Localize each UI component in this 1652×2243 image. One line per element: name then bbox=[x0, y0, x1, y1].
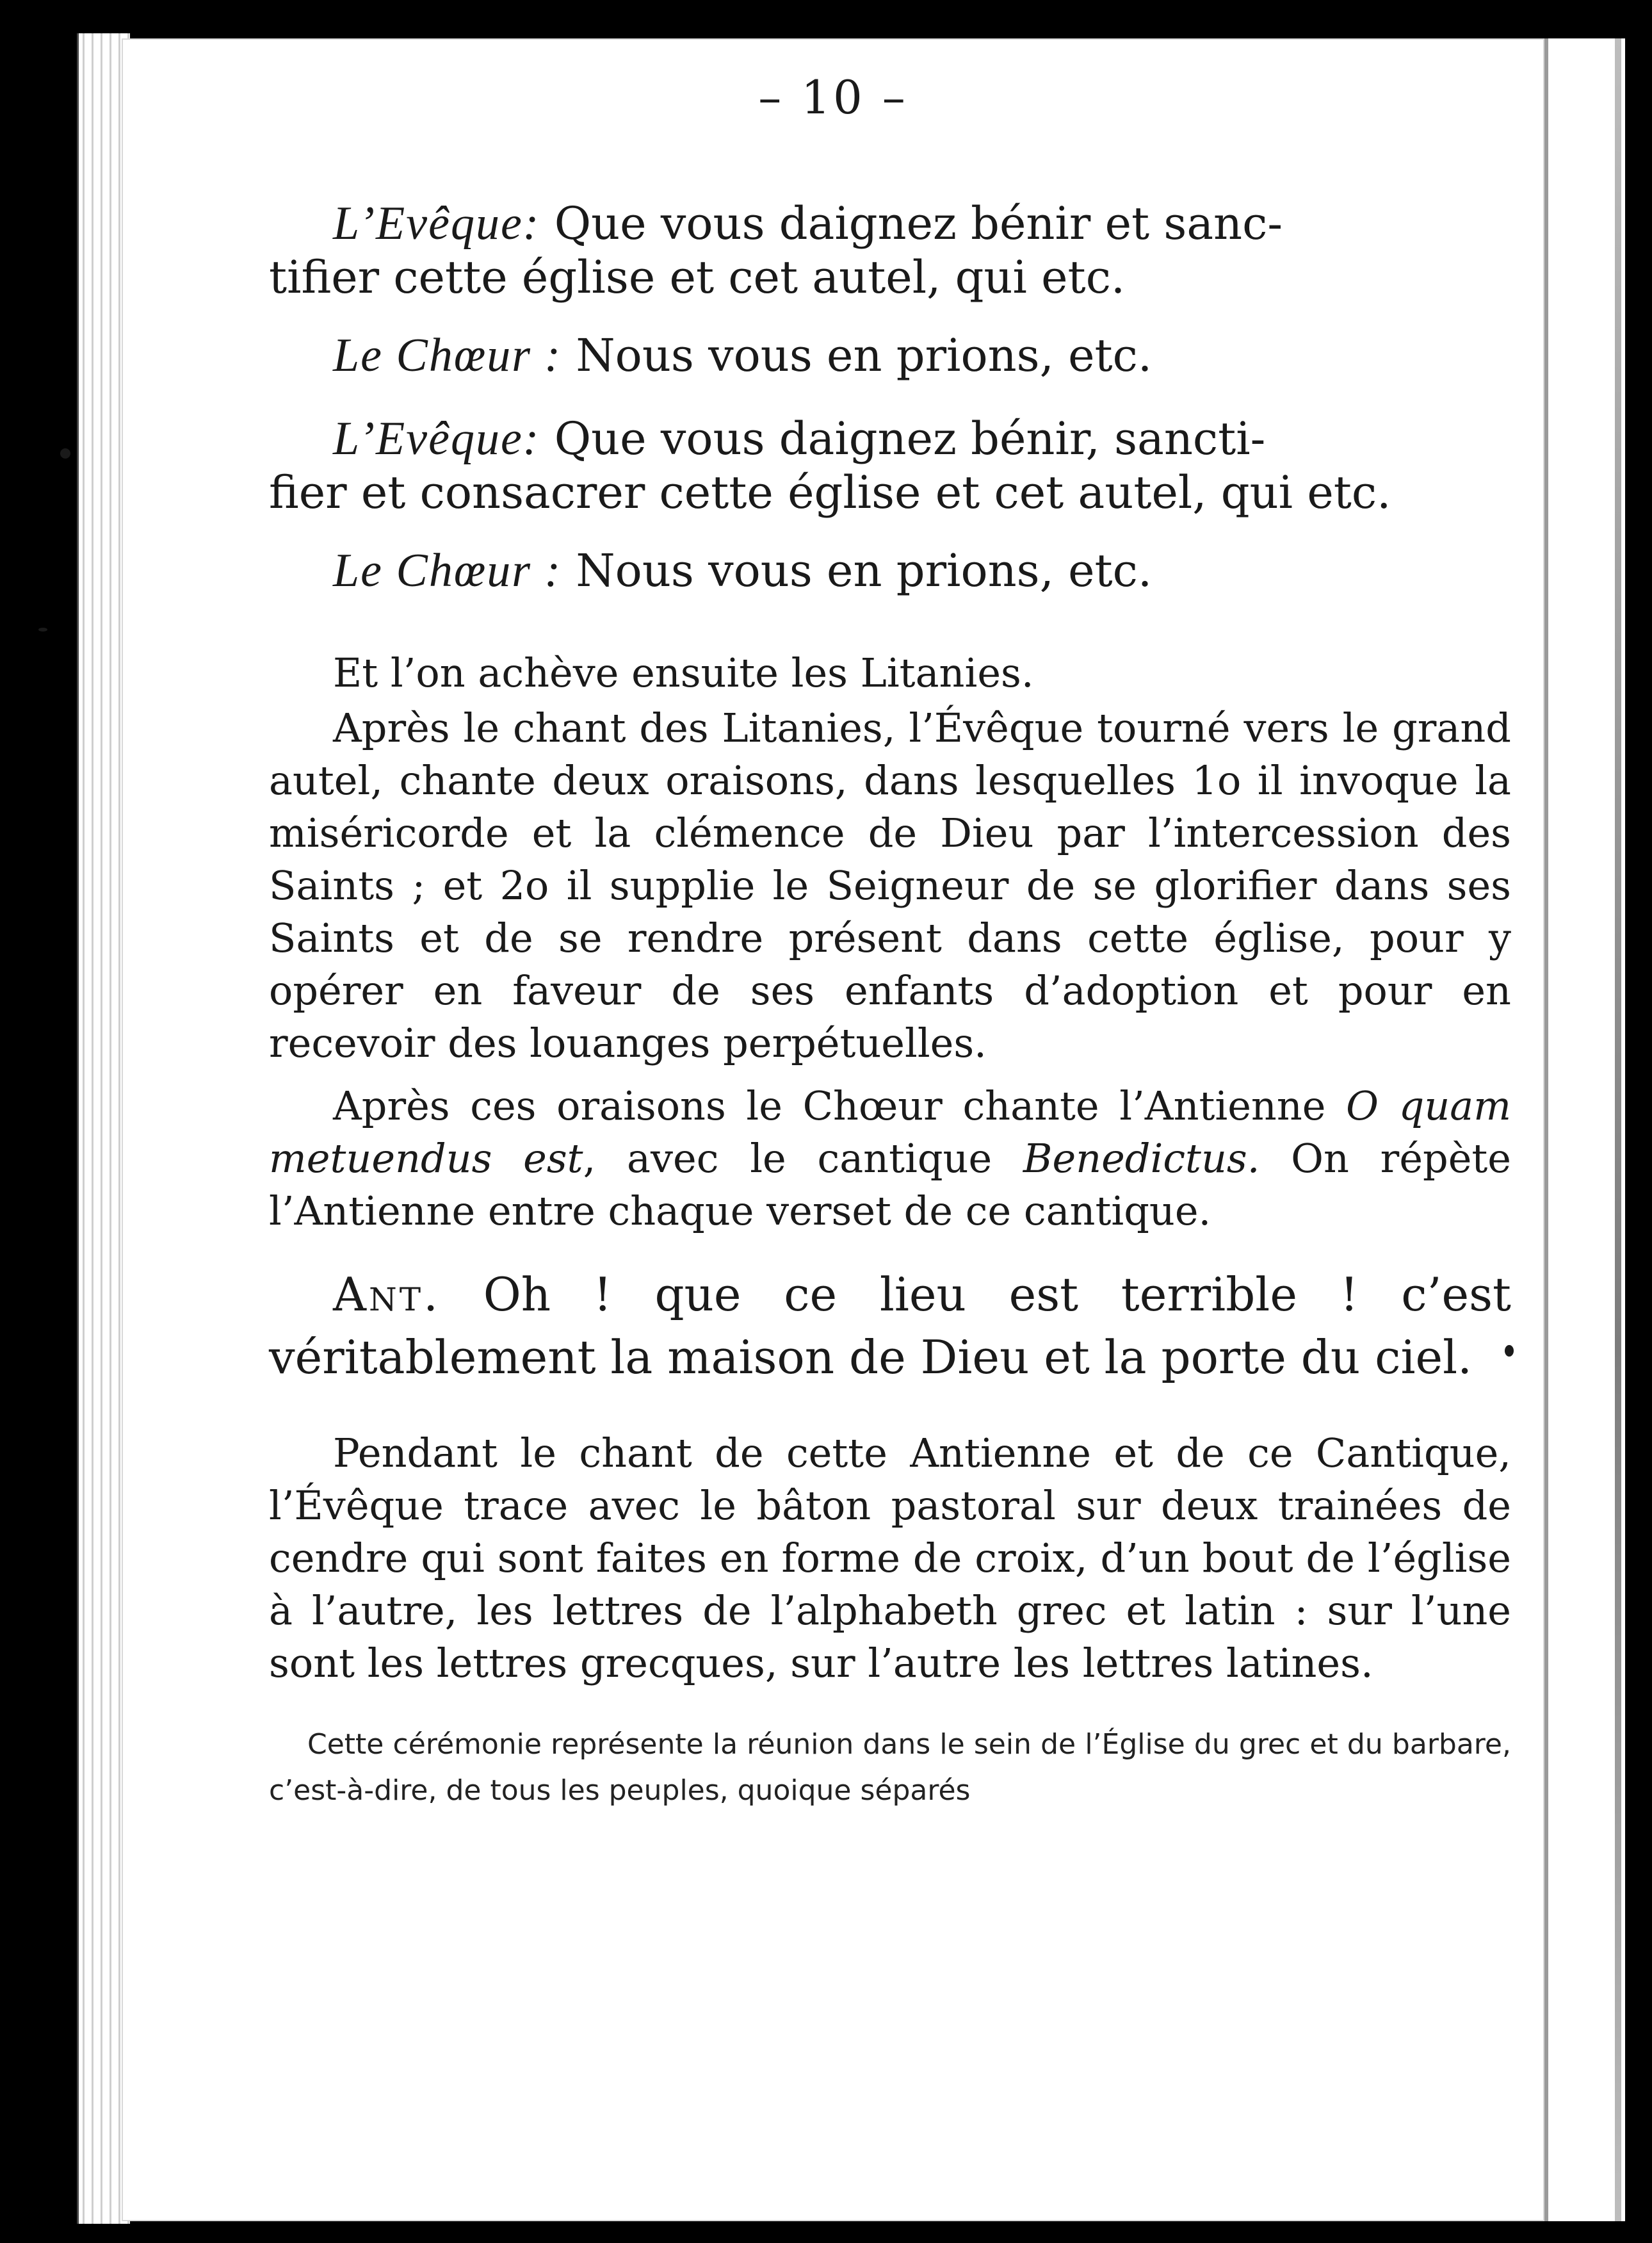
dialogue-line bbox=[269, 533, 1511, 608]
dialogue-text: tifier cette église et cet autel, qui etc. bbox=[269, 251, 1126, 304]
paragraph: Après le chant des Litanies, l’Évêque tourné vers le grand autel, chante deux oraisons, dans lesquelles 1o il invoque la miséricorde et la clémence de Dieu par l’intercession des Saints ; et 2o il supplie le Seigneur de se glorifier dans ses Saints et de se rendre présent dans cette église, pour y opérer en faveur de ses enfants d’adoption et pour en recevoir des louanges perpétuelles. bbox=[269, 705, 1511, 1066]
paragraph-text: On répète l’Antienne entre chaque verset de ce cantique. bbox=[269, 1135, 1512, 1234]
antiphon-text: Oh ! que ce lieu est terrible ! c’est véritablement la maison de Dieu et la porte du ciel. bbox=[269, 1268, 1511, 1384]
speaker-label: Le Chœur : bbox=[333, 329, 562, 382]
dialogue-line bbox=[269, 240, 1511, 315]
speck bbox=[1505, 1345, 1514, 1357]
speck bbox=[60, 448, 70, 459]
paragraph: Pendant le chant de cette Antienne et de ce Cantique, l’Évêque trace avec le bâton pastoral sur deux trainées de cendre qui sont faites en forme de croix, d’un bout de l’église à l’autre, les lettres de l’alphabeth grec et latin : sur l’une sont les lettres grecques, sur l’autre les lettres latines. bbox=[269, 1430, 1511, 1686]
speck bbox=[38, 628, 47, 632]
facing-page-edge bbox=[1544, 38, 1625, 2221]
footnote: Cette cérémonie représente la réunion dans le sein de l’Église du grec et du barbare, c’est-à-dire, de tous les peuples, quoique séparés bbox=[269, 1728, 1511, 1807]
dialogue-text: Nous vous en prions, etc. bbox=[576, 544, 1153, 597]
antiphon-title: O quam metuendus est bbox=[269, 1082, 1512, 1182]
antiphon-paragraph bbox=[269, 1263, 1511, 1389]
paragraph-text: Après ces oraisons le Chœur chante l’Antienne bbox=[333, 1082, 1326, 1129]
dialogue-line bbox=[269, 318, 1511, 393]
antiphon-label: Ant. bbox=[333, 1268, 441, 1321]
dialogue-block bbox=[269, 186, 1511, 608]
dialogue-text: Nous vous en prions, etc. bbox=[576, 329, 1153, 382]
page-number: – 10 – bbox=[758, 70, 908, 124]
paragraph bbox=[269, 1080, 1511, 1237]
paragraph-text: , avec le cantique bbox=[583, 1135, 992, 1182]
speaker-label: Le Chœur : bbox=[333, 544, 562, 597]
body-text bbox=[269, 647, 1511, 1814]
book-page bbox=[122, 38, 1544, 2221]
dialogue-text: Que vous daignez bénir, sancti- bbox=[554, 412, 1266, 465]
speaker-label: L’Evêque: bbox=[333, 412, 540, 465]
speaker-label: L’Evêque: bbox=[333, 197, 540, 250]
dialogue-line bbox=[269, 455, 1511, 530]
dialogue-text: Que vous daignez bénir et sanc- bbox=[554, 197, 1283, 250]
canticle-title: Benedictus. bbox=[1023, 1135, 1260, 1182]
paragraph: Et l’on achève ensuite les Litanies. bbox=[333, 649, 1034, 696]
dialogue-text: fier et consacrer cette église et cet autel, qui etc. bbox=[269, 466, 1391, 519]
